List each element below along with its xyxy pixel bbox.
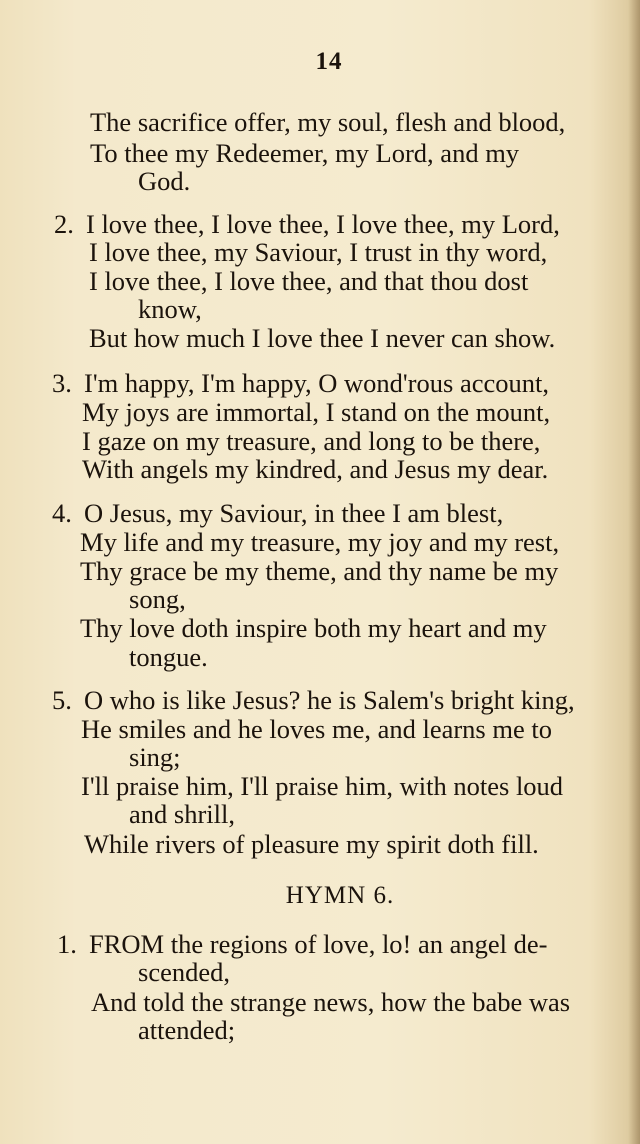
verse-line: And told the strange news, how the babe was bbox=[91, 987, 571, 1017]
verse-line: I gaze on my treasure, and long to be there, bbox=[82, 426, 541, 456]
verse-line: and shrill, bbox=[129, 799, 235, 829]
verse-line: 3. I'm happy, I'm happy, O wond'rous account, bbox=[52, 368, 549, 398]
verse-line: While rivers of pleasure my spirit doth fill. bbox=[84, 829, 539, 859]
verse-line: 1. FROM the regions of love, lo! an angel de- bbox=[57, 929, 548, 959]
verse-line: attended; bbox=[138, 1015, 236, 1045]
verse-line: My life and my treasure, my joy and my rest, bbox=[80, 527, 560, 557]
verse-number: 5. bbox=[52, 685, 72, 715]
verse-number: 4. bbox=[52, 498, 72, 528]
verse-line: know, bbox=[138, 294, 202, 324]
hymn-title: HYMN 6. bbox=[285, 882, 395, 909]
verse-line: song, bbox=[129, 584, 186, 614]
verse-line: 2. I love thee, I love thee, I love thee, my Lord, bbox=[54, 209, 560, 239]
verse-line: tongue. bbox=[129, 642, 208, 672]
verse-number: 3. bbox=[52, 368, 72, 398]
verse-line: With angels my kindred, and Jesus my dear. bbox=[82, 454, 549, 484]
verse-line: sing; bbox=[129, 742, 181, 772]
verse-line: I love thee, my Saviour, I trust in thy word, bbox=[89, 237, 548, 267]
verse-line: My joys are immortal, I stand on the mount, bbox=[82, 397, 551, 427]
verse-line: The sacrifice offer, my soul, flesh and blood, bbox=[90, 107, 566, 137]
verse-line: 5. O who is like Jesus? he is Salem's bright king, bbox=[52, 685, 575, 715]
verse-line: God. bbox=[138, 166, 191, 196]
verse-line: But how much I love thee I never can show. bbox=[89, 323, 556, 353]
verse-line: I love thee, I love thee, and that thou dost bbox=[89, 266, 529, 296]
verse-line: Thy love doth inspire both my heart and my bbox=[80, 613, 547, 643]
verse-line: He smiles and he loves me, and learns me to bbox=[81, 714, 552, 744]
verse-number: 1. bbox=[57, 929, 77, 959]
verse-line: Thy grace be my theme, and thy name be my bbox=[80, 556, 559, 586]
verse-line: scended, bbox=[138, 957, 230, 987]
page-number: 14 bbox=[315, 48, 343, 75]
verse-number: 2. bbox=[54, 209, 74, 239]
verse-line: 4. O Jesus, my Saviour, in thee I am blest, bbox=[52, 498, 504, 528]
verse-line: To thee my Redeemer, my Lord, and my bbox=[90, 138, 520, 168]
page-edge-shadow bbox=[628, 0, 640, 1144]
verse-line: I'll praise him, I'll praise him, with notes loud bbox=[81, 771, 564, 801]
